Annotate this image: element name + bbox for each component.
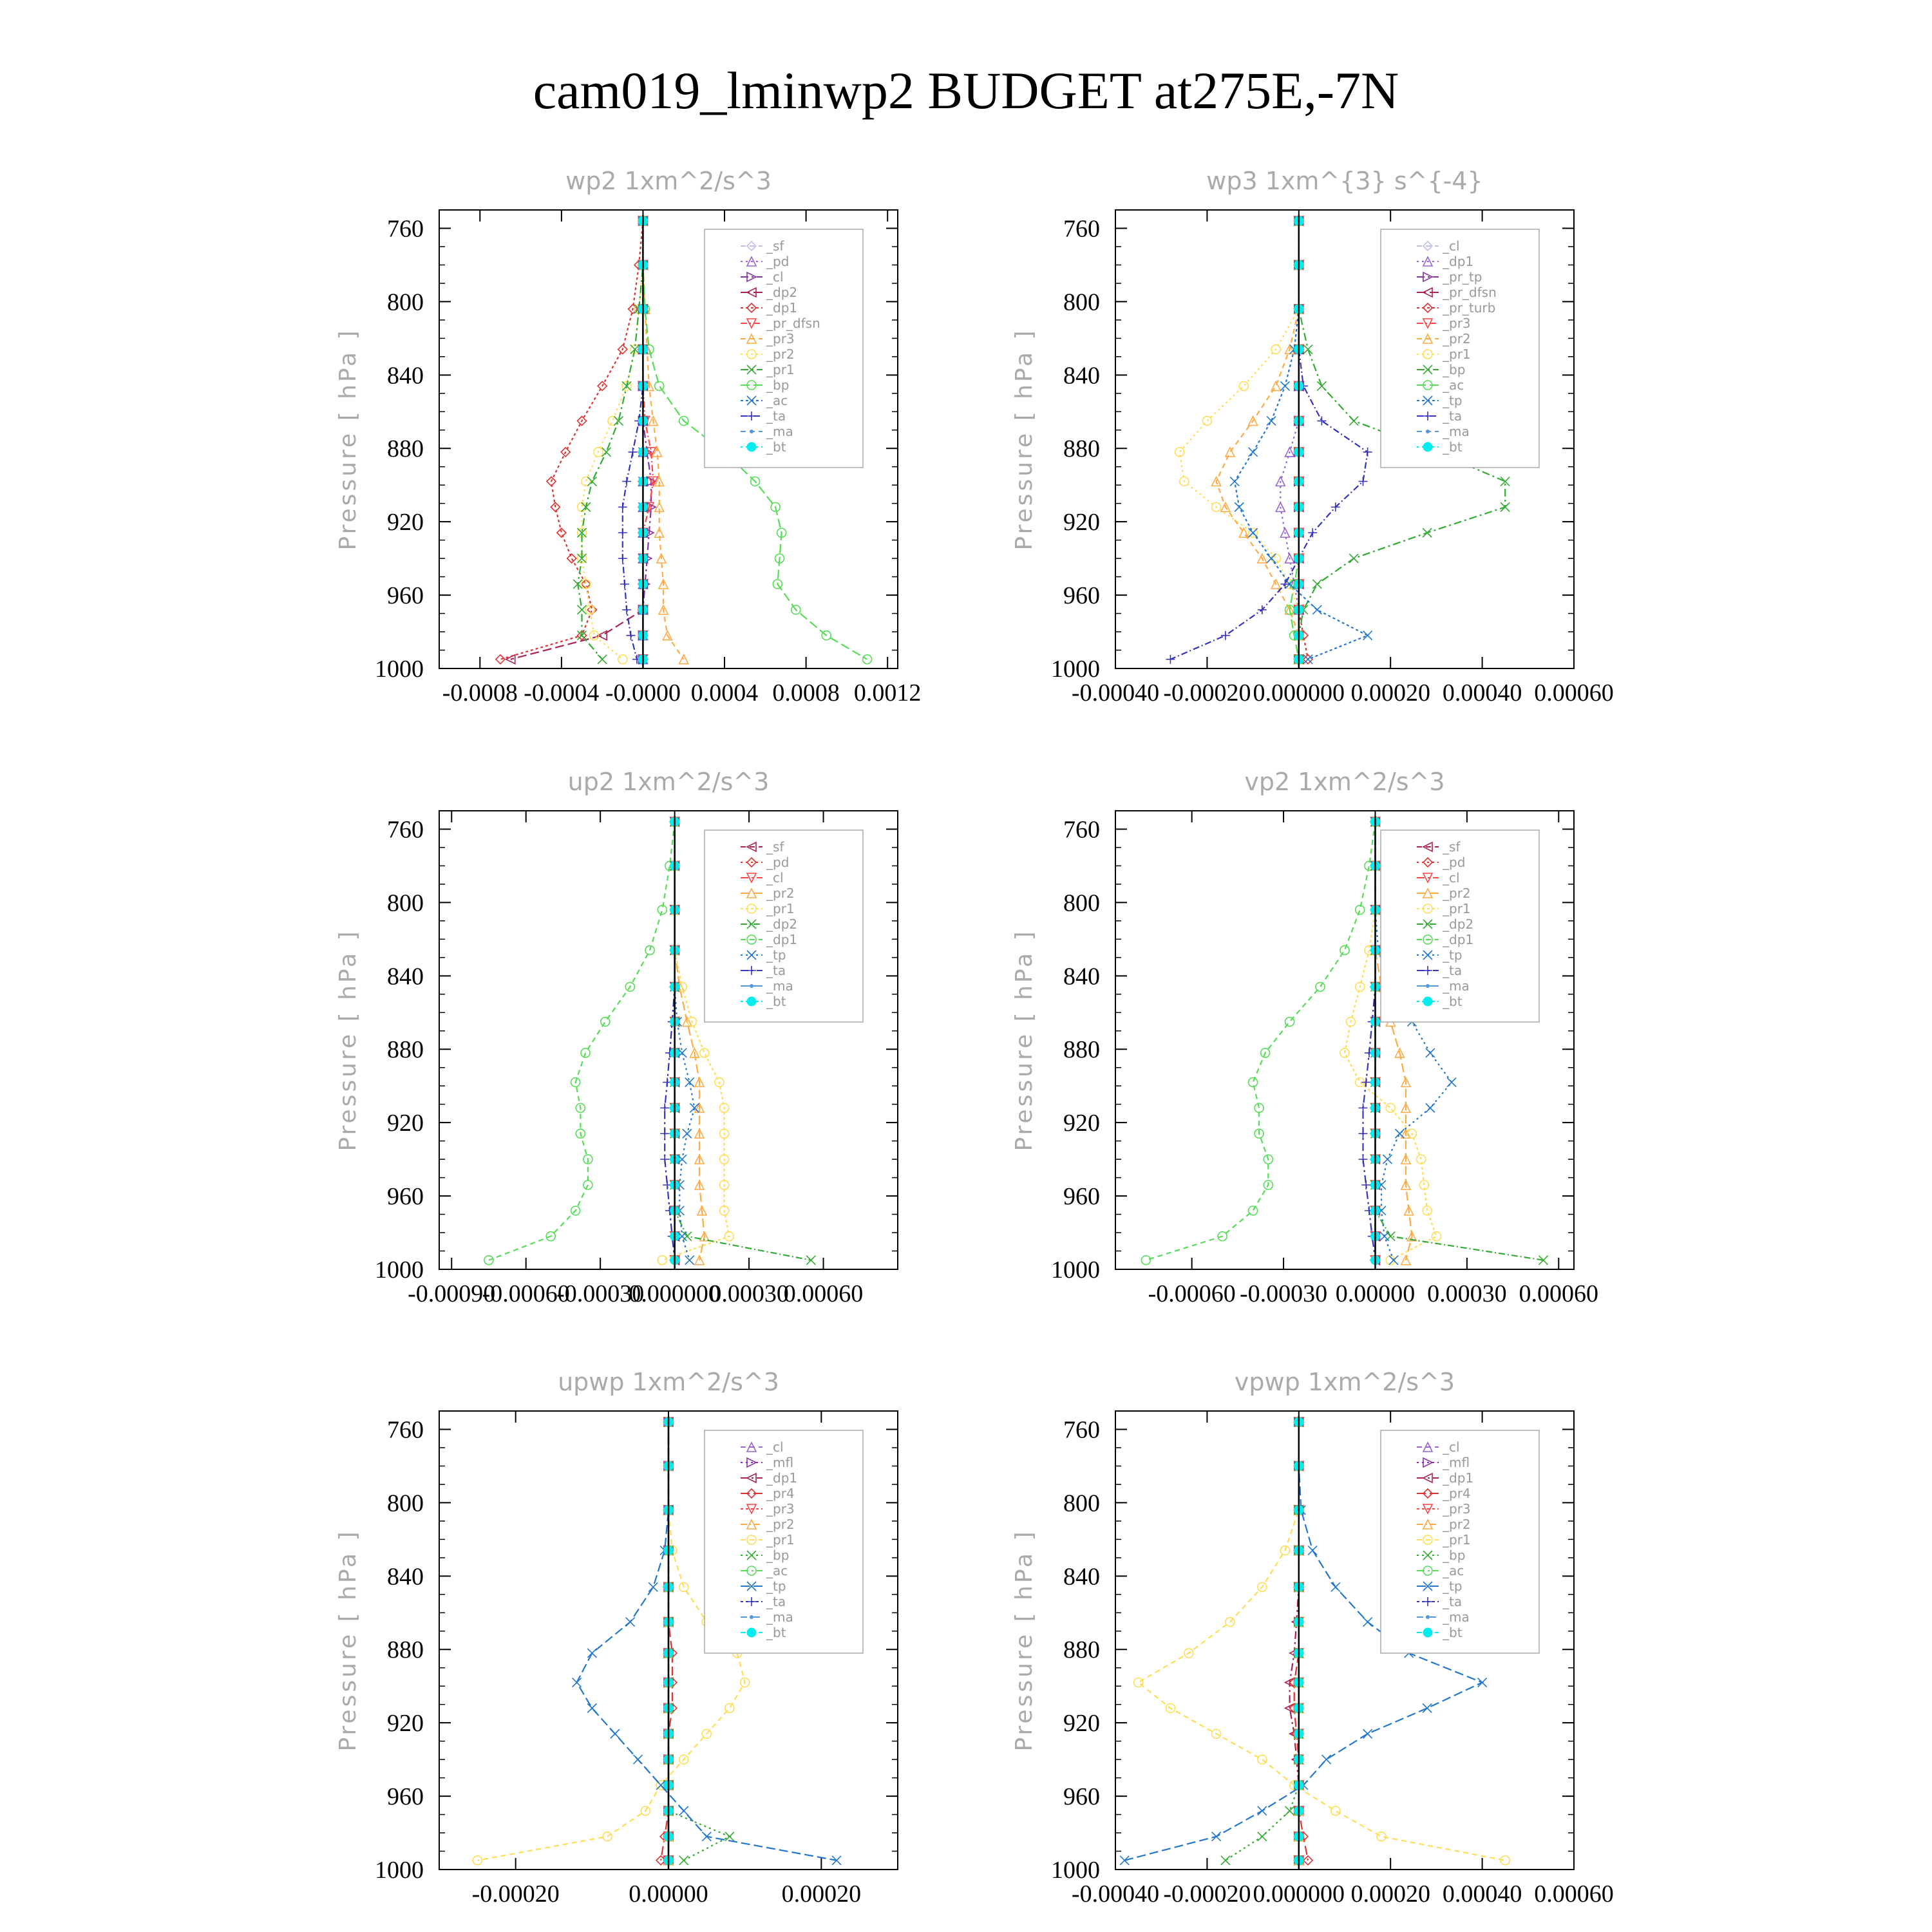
legend (1381, 229, 1539, 468)
legend-label: _bp (1443, 1548, 1466, 1563)
panel-title: wp3 1xm^{3} s^{-4} (1206, 167, 1483, 195)
legend-label: _pr1 (1443, 901, 1471, 916)
x-tick-label: -0.00020 (471, 1880, 560, 1908)
x-tick-label: -0.00030 (556, 1280, 645, 1307)
x-tick-label: -0.00060 (1148, 1280, 1236, 1307)
x-tick-label: 0.0008 (772, 679, 840, 706)
y-axis-label: Pressure [ hPa ] (335, 1529, 361, 1752)
figure-title: cam019_lminwp2 BUDGET at275E,-7N (533, 61, 1399, 120)
legend-label: _pr1 (766, 1532, 795, 1548)
legend-label: _bt (1443, 439, 1463, 455)
y-tick-label: 840 (387, 362, 424, 390)
x-tick-label: 0.00060 (1519, 1280, 1599, 1307)
legend-label: _bp (766, 377, 790, 393)
legend-label: _ma (766, 1609, 793, 1625)
legend-label: _tp (766, 1578, 786, 1594)
y-tick-label: 960 (387, 1183, 424, 1211)
y-axis-label: Pressure [ hPa ] (1011, 328, 1037, 551)
y-axis-label: Pressure [ hPa ] (1011, 1529, 1037, 1752)
y-tick-label: 840 (1063, 362, 1100, 390)
panel-title: wp2 1xm^2/s^3 (565, 167, 772, 195)
legend-marker (1423, 442, 1432, 451)
y-tick-label: 880 (1063, 435, 1100, 463)
legend-label: _mfl (766, 1455, 794, 1470)
y-axis-label: Pressure [ hPa ] (335, 328, 361, 551)
x-tick-label: -0.00060 (482, 1280, 570, 1307)
y-axis-label: Pressure [ hPa ] (335, 929, 361, 1151)
legend-label: _dp2 (766, 916, 798, 932)
legend-label: _ta (766, 1594, 786, 1609)
legend-label: _tp (1443, 947, 1463, 963)
legend-label: _ma (766, 978, 793, 994)
x-tick-label: 0.0004 (690, 679, 759, 706)
legend-label: _ma (1443, 978, 1470, 994)
y-tick-label: 760 (1063, 215, 1100, 243)
legend-marker (747, 997, 756, 1006)
legend-label: _dp1 (766, 300, 798, 316)
legend-label: _pd (1443, 855, 1466, 870)
legend-label: _pr2 (1443, 331, 1471, 346)
legend-marker (747, 1628, 756, 1637)
panel-title: vpwp 1xm^2/s^3 (1234, 1368, 1455, 1396)
x-tick-label: 0.000000 (1253, 1880, 1345, 1908)
legend-label: _pr4 (766, 1486, 795, 1501)
y-tick-label: 800 (387, 289, 424, 316)
y-tick-label: 800 (1063, 1490, 1100, 1517)
legend-label: _cl (1443, 238, 1460, 254)
x-tick-label: -0.00020 (1163, 679, 1251, 706)
x-tick-label: 0.000000 (629, 1280, 721, 1307)
legend-label: _pd (766, 855, 790, 870)
x-tick-label: -0.0008 (442, 679, 518, 706)
legend-label: _pr2 (766, 1517, 795, 1532)
y-tick-label: 880 (387, 435, 424, 463)
y-tick-label: 880 (1063, 1636, 1100, 1664)
panel-title: upwp 1xm^2/s^3 (558, 1368, 779, 1396)
legend-label: _ta (766, 408, 786, 424)
legend-label: _pr3 (1443, 1501, 1471, 1517)
y-tick-label: 760 (387, 1416, 424, 1444)
legend-label: _dp1 (766, 1470, 798, 1486)
legend-marker (747, 442, 756, 451)
y-tick-label: 760 (387, 215, 424, 243)
legend-label: _pr1 (1443, 1532, 1471, 1548)
legend-label: _bt (1443, 1625, 1463, 1640)
legend (1381, 1430, 1539, 1653)
legend-label: _pr_dfsn (766, 316, 820, 331)
y-tick-label: 840 (387, 963, 424, 990)
legend-label: _ma (766, 424, 793, 439)
y-tick-label: 920 (1063, 1110, 1100, 1137)
x-tick-label: -0.00090 (408, 1280, 496, 1307)
legend-marker (750, 984, 753, 988)
y-tick-label: 1000 (375, 656, 424, 683)
legend-label: _pr2 (766, 886, 795, 901)
x-tick-label: 0.0012 (853, 679, 922, 706)
y-tick-label: 840 (1063, 1563, 1100, 1591)
y-tick-label: 960 (387, 582, 424, 610)
legend-marker (1426, 1615, 1430, 1619)
legend-marker (1426, 984, 1430, 988)
legend (1381, 830, 1539, 1022)
legend-label: _pr3 (766, 331, 795, 346)
legend-label: _pr2 (766, 346, 795, 362)
legend-label: _ac (766, 1563, 788, 1578)
y-tick-label: 960 (1063, 1183, 1100, 1211)
legend-label: _sf (766, 238, 784, 254)
legend-label: _sf (766, 839, 784, 855)
legend-label: _cl (766, 269, 784, 285)
legend-label: _ma (1443, 1609, 1470, 1625)
legend-label: _tp (1443, 1578, 1463, 1594)
legend (705, 229, 863, 468)
legend-label: _bt (766, 994, 786, 1009)
x-tick-label: -0.0000 (605, 679, 681, 706)
legend-label: _ta (1443, 408, 1463, 424)
x-tick-label: -0.00040 (1071, 679, 1160, 706)
x-tick-label: 0.00020 (781, 1880, 862, 1908)
y-tick-label: 840 (387, 1563, 424, 1591)
legend-label: _pr_turb (1443, 300, 1496, 316)
legend-label: _dp2 (1443, 916, 1474, 932)
legend-label: _bt (766, 439, 786, 455)
legend-label: _ac (1443, 377, 1464, 393)
legend-label: _bp (1443, 362, 1466, 377)
legend-label: _ta (766, 963, 786, 978)
legend-label: _pr1 (766, 362, 795, 377)
legend-label: _pr_tp (1443, 269, 1482, 285)
x-tick-label: -0.0004 (524, 679, 600, 706)
legend-label: _ma (1443, 424, 1470, 439)
legend-marker (750, 430, 753, 433)
legend-label: _ac (1443, 1563, 1464, 1578)
y-tick-label: 760 (1063, 816, 1100, 844)
legend-label: _dp1 (1443, 254, 1474, 269)
x-tick-label: 0.00020 (1350, 679, 1430, 706)
legend-label: _pr1 (766, 901, 795, 916)
legend-label: _pd (766, 254, 790, 269)
y-tick-label: 800 (1063, 289, 1100, 316)
legend-marker (1426, 430, 1430, 433)
y-tick-label: 960 (1063, 1783, 1100, 1811)
x-tick-label: 0.00060 (1534, 679, 1614, 706)
legend-label: _dp1 (1443, 1470, 1474, 1486)
y-tick-label: 920 (1063, 1710, 1100, 1738)
x-tick-label: 0.00000 (629, 1880, 708, 1908)
legend-label: _pr2 (1443, 1517, 1471, 1532)
y-tick-label: 1000 (1051, 1256, 1100, 1283)
x-tick-label: 0.00000 (1335, 1280, 1416, 1307)
legend (705, 830, 863, 1022)
y-tick-label: 1000 (375, 1857, 424, 1884)
legend-label: _ac (766, 393, 788, 408)
y-tick-label: 760 (387, 816, 424, 844)
legend-label: _dp2 (766, 285, 798, 300)
legend-label: _pr_dfsn (1443, 285, 1497, 300)
y-tick-label: 880 (387, 1036, 424, 1064)
y-tick-label: 920 (387, 1710, 424, 1738)
x-tick-label: 0.00040 (1442, 679, 1522, 706)
y-tick-label: 800 (387, 1490, 424, 1517)
legend-label: _ta (1443, 1594, 1463, 1609)
legend-label: _mfl (1443, 1455, 1470, 1470)
legend-label: _pr1 (1443, 346, 1471, 362)
legend-label: _pr3 (1443, 316, 1471, 331)
legend-label: _pr3 (766, 1501, 795, 1517)
x-tick-label: -0.00020 (1163, 1880, 1251, 1908)
y-tick-label: 1000 (1051, 656, 1100, 683)
y-tick-label: 880 (387, 1636, 424, 1664)
y-tick-label: 880 (1063, 1036, 1100, 1064)
y-tick-label: 800 (387, 889, 424, 917)
legend-label: _dp1 (1443, 932, 1474, 947)
x-tick-label: 0.00060 (783, 1280, 864, 1307)
x-tick-label: 0.00020 (1350, 1880, 1430, 1908)
legend-label: _cl (1443, 1439, 1460, 1455)
y-tick-label: 920 (387, 509, 424, 536)
legend-marker (1423, 997, 1432, 1006)
y-tick-label: 840 (1063, 963, 1100, 990)
x-tick-label: 0.00060 (1534, 1880, 1614, 1908)
legend-label: _pr2 (1443, 886, 1471, 901)
y-tick-label: 920 (1063, 509, 1100, 536)
legend-label: _sf (1443, 839, 1461, 855)
legend-label: _cl (766, 870, 784, 886)
panel-title: vp2 1xm^2/s^3 (1244, 768, 1445, 796)
legend-label: _tp (1443, 393, 1463, 408)
y-tick-label: 960 (387, 1783, 424, 1811)
y-tick-label: 760 (1063, 1416, 1100, 1444)
x-tick-label: 0.000000 (1253, 679, 1345, 706)
x-tick-label: -0.00040 (1071, 1880, 1160, 1908)
legend-label: _bt (1443, 994, 1463, 1009)
y-axis-label: Pressure [ hPa ] (1011, 929, 1037, 1151)
legend-label: _tp (766, 947, 786, 963)
legend-label: _pr4 (1443, 1486, 1471, 1501)
legend-label: _bp (766, 1548, 790, 1563)
legend-label: _bt (766, 1625, 786, 1640)
y-tick-label: 960 (1063, 582, 1100, 610)
legend (705, 1430, 863, 1653)
legend-marker (750, 1615, 753, 1619)
y-tick-label: 1000 (375, 1256, 424, 1283)
legend-label: _cl (1443, 870, 1460, 886)
x-tick-label: 0.00030 (1427, 1280, 1507, 1307)
panel-title: up2 1xm^2/s^3 (567, 768, 770, 796)
x-tick-label: 0.00030 (709, 1280, 789, 1307)
legend-marker (1423, 1628, 1432, 1637)
legend-label: _ta (1443, 963, 1463, 978)
y-tick-label: 800 (1063, 889, 1100, 917)
legend-label: _dp1 (766, 932, 798, 947)
y-tick-label: 1000 (1051, 1857, 1100, 1884)
x-tick-label: -0.00030 (1239, 1280, 1328, 1307)
legend-label: _cl (766, 1439, 784, 1455)
x-tick-label: 0.00040 (1442, 1880, 1522, 1908)
y-tick-label: 920 (387, 1110, 424, 1137)
